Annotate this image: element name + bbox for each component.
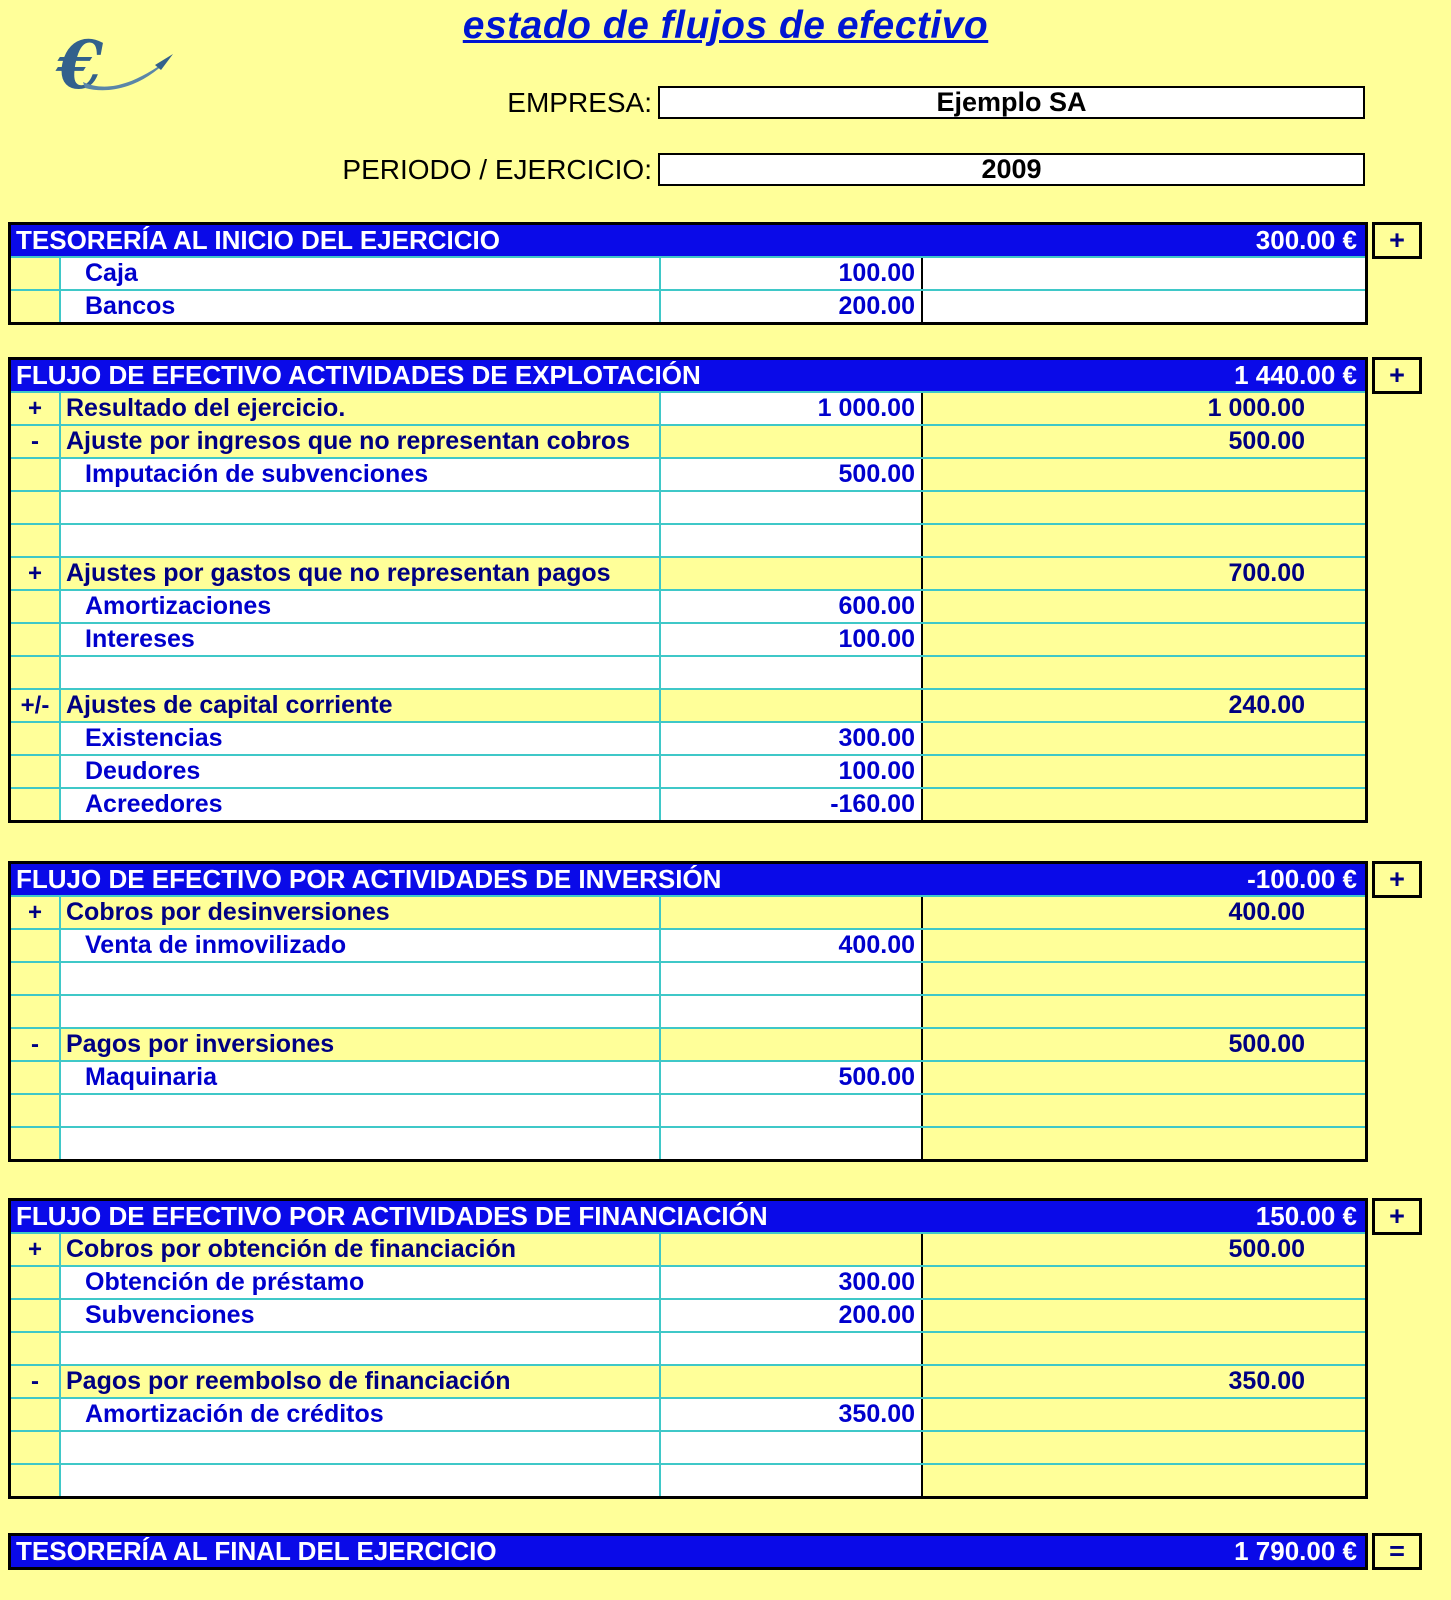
subtotal-cell bbox=[921, 723, 1365, 754]
label-cell[interactable] bbox=[59, 1432, 659, 1463]
label-cell[interactable]: Bancos bbox=[59, 291, 659, 322]
sign-cell bbox=[11, 1300, 59, 1331]
section-total: 150.00 € bbox=[1255, 1201, 1357, 1231]
worksheet-row bbox=[11, 721, 1365, 754]
worksheet-row bbox=[11, 256, 1365, 289]
subtotal-cell bbox=[921, 756, 1365, 787]
value-cell[interactable]: 600.00 bbox=[659, 591, 921, 622]
value-cell[interactable] bbox=[659, 996, 921, 1027]
sign-cell bbox=[11, 1062, 59, 1093]
value-cell[interactable] bbox=[659, 1095, 921, 1126]
sign-cell bbox=[11, 291, 59, 322]
label-cell[interactable] bbox=[59, 657, 659, 688]
label-cell: Ajustes por gastos que no representan pagos bbox=[59, 558, 659, 589]
worksheet-row bbox=[11, 289, 1365, 322]
worksheet-row bbox=[11, 523, 1365, 556]
label-cell[interactable]: Deudores bbox=[59, 756, 659, 787]
subtotal-cell bbox=[921, 1128, 1365, 1159]
worksheet-row bbox=[11, 1027, 1365, 1060]
sign-cell bbox=[11, 1095, 59, 1126]
subtotal-cell bbox=[921, 291, 1365, 322]
label-cell[interactable]: Amortización de créditos bbox=[59, 1399, 659, 1430]
section-box bbox=[8, 1198, 1368, 1499]
page-title: estado de flujos de efectivo bbox=[462, 4, 989, 47]
value-cell[interactable]: -160.00 bbox=[659, 789, 921, 820]
sign-cell bbox=[11, 591, 59, 622]
subtotal-cell bbox=[921, 1300, 1365, 1331]
subtotal-cell bbox=[921, 525, 1365, 556]
worksheet-row bbox=[11, 961, 1365, 994]
sign-cell bbox=[11, 996, 59, 1027]
label-cell[interactable] bbox=[59, 996, 659, 1027]
worksheet-row bbox=[11, 1232, 1365, 1265]
value-cell[interactable]: 200.00 bbox=[659, 291, 921, 322]
subtotal-cell bbox=[921, 657, 1365, 688]
label-cell[interactable]: Subvenciones bbox=[59, 1300, 659, 1331]
subtotal-cell bbox=[921, 591, 1365, 622]
section-box bbox=[8, 1533, 1368, 1570]
op-button-1[interactable]: + bbox=[1372, 222, 1422, 259]
worksheet-row bbox=[11, 787, 1365, 820]
worksheet-row bbox=[11, 391, 1365, 424]
subtotal-cell bbox=[921, 1095, 1365, 1126]
worksheet-row bbox=[11, 655, 1365, 688]
empresa-label: EMPRESA: bbox=[507, 86, 652, 118]
section-title: FLUJO DE EFECTIVO POR ACTIVIDADES DE FINANCIACIÓN bbox=[16, 1201, 768, 1231]
section-header-bar bbox=[11, 1201, 1365, 1232]
section-header-bar bbox=[11, 1536, 1365, 1567]
label-cell[interactable] bbox=[59, 1465, 659, 1496]
value-cell bbox=[659, 558, 921, 589]
subtotal-cell bbox=[921, 996, 1365, 1027]
sign-cell bbox=[11, 525, 59, 556]
value-cell bbox=[659, 426, 921, 457]
value-cell[interactable] bbox=[659, 1128, 921, 1159]
op-button-5[interactable]: = bbox=[1372, 1533, 1422, 1570]
worksheet-row bbox=[11, 589, 1365, 622]
worksheet-row bbox=[11, 1298, 1365, 1331]
sign-cell bbox=[11, 258, 59, 289]
label-cell[interactable]: Venta de inmovilizado bbox=[59, 930, 659, 961]
section-2 bbox=[8, 357, 1422, 823]
section-header-bar bbox=[11, 225, 1365, 256]
section-total: 1 790.00 € bbox=[1234, 1536, 1357, 1566]
subtotal-cell bbox=[921, 459, 1365, 490]
value-cell[interactable] bbox=[659, 492, 921, 523]
value-cell[interactable] bbox=[659, 1333, 921, 1364]
subtotal-cell bbox=[921, 1333, 1365, 1364]
sign-cell bbox=[11, 1128, 59, 1159]
subtotal-cell bbox=[921, 624, 1365, 655]
value-cell[interactable]: 1 000.00 bbox=[659, 393, 921, 424]
sign-cell bbox=[11, 1333, 59, 1364]
section-4 bbox=[8, 1198, 1422, 1499]
label-cell: Ajuste por ingresos que no representan cobros bbox=[59, 426, 659, 457]
subtotal-cell bbox=[921, 1465, 1365, 1496]
section-box bbox=[8, 357, 1368, 823]
label-cell: Pagos por reembolso de financiación bbox=[59, 1366, 659, 1397]
section-title: TESORERÍA AL INICIO DEL EJERCICIO bbox=[16, 225, 500, 255]
sign-cell bbox=[11, 657, 59, 688]
periodo-row bbox=[0, 153, 1451, 186]
worksheet-row bbox=[11, 928, 1365, 961]
section-total: 1 440.00 € bbox=[1234, 360, 1357, 390]
label-cell[interactable] bbox=[59, 1095, 659, 1126]
section-box bbox=[8, 861, 1368, 1162]
sign-cell: + bbox=[27, 394, 42, 422]
subtotal-cell: 1 000.00 bbox=[921, 393, 1365, 424]
subtotal-cell bbox=[921, 1062, 1365, 1093]
subtotal-cell: 700.00 bbox=[921, 558, 1365, 589]
subtotal-cell bbox=[921, 1399, 1365, 1430]
label-cell[interactable]: Amortizaciones bbox=[59, 591, 659, 622]
sign-cell bbox=[11, 459, 59, 490]
sign-cell: - bbox=[31, 1367, 39, 1395]
value-cell[interactable]: 300.00 bbox=[659, 723, 921, 754]
value-cell[interactable] bbox=[659, 525, 921, 556]
sign-cell: + bbox=[27, 1235, 42, 1263]
sign-cell: - bbox=[31, 427, 39, 455]
worksheet-row bbox=[11, 457, 1365, 490]
label-cell[interactable]: Obtención de préstamo bbox=[59, 1267, 659, 1298]
label-cell[interactable]: Acreedores bbox=[59, 789, 659, 820]
sign-cell: +/- bbox=[20, 691, 50, 719]
worksheet-row bbox=[11, 1364, 1365, 1397]
op-button-2[interactable]: + bbox=[1372, 357, 1422, 394]
value-cell bbox=[659, 897, 921, 928]
value-cell bbox=[659, 1029, 921, 1060]
label-cell[interactable] bbox=[59, 1128, 659, 1159]
worksheet-row bbox=[11, 490, 1365, 523]
label-cell[interactable]: Caja bbox=[59, 258, 659, 289]
label-cell: Pagos por inversiones bbox=[59, 1029, 659, 1060]
worksheet-row bbox=[11, 754, 1365, 787]
value-cell[interactable]: 100.00 bbox=[659, 624, 921, 655]
value-cell bbox=[659, 690, 921, 721]
label-cell[interactable] bbox=[59, 492, 659, 523]
section-1 bbox=[8, 222, 1422, 325]
section-box bbox=[8, 222, 1368, 325]
label-cell: Resultado del ejercicio. bbox=[59, 393, 659, 424]
sign-cell bbox=[11, 963, 59, 994]
value-cell bbox=[659, 1366, 921, 1397]
value-cell[interactable]: 400.00 bbox=[659, 930, 921, 961]
sign-cell bbox=[11, 1267, 59, 1298]
subtotal-cell: 500.00 bbox=[921, 1029, 1365, 1060]
section-total: 300.00 € bbox=[1255, 225, 1357, 255]
label-cell: Cobros por desinversiones bbox=[59, 897, 659, 928]
worksheet-row bbox=[11, 1093, 1365, 1126]
sign-cell bbox=[11, 789, 59, 820]
empresa-input[interactable]: Ejemplo SA bbox=[658, 86, 1365, 119]
sign-cell bbox=[11, 1432, 59, 1463]
label-cell[interactable]: Existencias bbox=[59, 723, 659, 754]
op-button-4[interactable]: + bbox=[1372, 1198, 1422, 1235]
label-cell[interactable]: Imputación de subvenciones bbox=[59, 459, 659, 490]
sign-cell: - bbox=[31, 1030, 39, 1058]
section-total: -100.00 € bbox=[1247, 864, 1357, 894]
subtotal-cell: 240.00 bbox=[921, 690, 1365, 721]
value-cell[interactable]: 500.00 bbox=[659, 459, 921, 490]
worksheet-row bbox=[11, 1397, 1365, 1430]
svg-text:€: € bbox=[57, 26, 103, 104]
label-cell: Cobros por obtención de financiación bbox=[59, 1234, 659, 1265]
sign-cell: + bbox=[27, 898, 42, 926]
section-header-bar bbox=[11, 360, 1365, 391]
sign-cell bbox=[11, 492, 59, 523]
subtotal-cell bbox=[921, 1267, 1365, 1298]
label-cell[interactable]: Intereses bbox=[59, 624, 659, 655]
worksheet-row bbox=[11, 1463, 1365, 1496]
subtotal-cell bbox=[921, 492, 1365, 523]
sign-cell: + bbox=[27, 559, 42, 587]
worksheet-row bbox=[11, 1265, 1365, 1298]
section-3 bbox=[8, 861, 1422, 1162]
label-cell[interactable] bbox=[59, 1333, 659, 1364]
subtotal-cell: 400.00 bbox=[921, 897, 1365, 928]
subtotal-cell bbox=[921, 1432, 1365, 1463]
sign-cell bbox=[11, 756, 59, 787]
subtotal-cell: 500.00 bbox=[921, 1234, 1365, 1265]
section-title: FLUJO DE EFECTIVO ACTIVIDADES DE EXPLOTACIÓN bbox=[16, 360, 701, 390]
value-cell[interactable]: 300.00 bbox=[659, 1267, 921, 1298]
label-cell: Ajustes de capital corriente bbox=[59, 690, 659, 721]
worksheet-row bbox=[11, 1060, 1365, 1093]
value-cell[interactable]: 200.00 bbox=[659, 1300, 921, 1331]
sign-cell bbox=[11, 624, 59, 655]
value-cell bbox=[659, 1234, 921, 1265]
section-title: TESORERÍA AL FINAL DEL EJERCICIO bbox=[16, 1536, 497, 1566]
worksheet-row bbox=[11, 556, 1365, 589]
subtotal-cell bbox=[921, 258, 1365, 289]
worksheet-row bbox=[11, 994, 1365, 1027]
label-cell[interactable] bbox=[59, 963, 659, 994]
subtotal-cell: 500.00 bbox=[921, 426, 1365, 457]
worksheet-row bbox=[11, 424, 1365, 457]
worksheet-row bbox=[11, 1430, 1365, 1463]
subtotal-cell bbox=[921, 963, 1365, 994]
value-cell[interactable] bbox=[659, 657, 921, 688]
label-cell[interactable]: Maquinaria bbox=[59, 1062, 659, 1093]
subtotal-cell: 350.00 bbox=[921, 1366, 1365, 1397]
sections-container bbox=[0, 222, 1451, 1570]
value-cell[interactable] bbox=[659, 963, 921, 994]
section-title: FLUJO DE EFECTIVO POR ACTIVIDADES DE INVERSIÓN bbox=[16, 864, 722, 894]
worksheet-header bbox=[0, 0, 1451, 222]
subtotal-cell bbox=[921, 930, 1365, 961]
empresa-row bbox=[0, 86, 1451, 119]
periodo-label: PERIODO / EJERCICIO: bbox=[342, 153, 652, 185]
value-cell[interactable] bbox=[659, 1432, 921, 1463]
label-cell[interactable] bbox=[59, 525, 659, 556]
sign-cell bbox=[11, 723, 59, 754]
worksheet-row bbox=[11, 895, 1365, 928]
worksheet-row bbox=[11, 688, 1365, 721]
value-cell[interactable]: 100.00 bbox=[659, 756, 921, 787]
sign-cell bbox=[11, 930, 59, 961]
value-cell[interactable]: 500.00 bbox=[659, 1062, 921, 1093]
value-cell[interactable]: 350.00 bbox=[659, 1399, 921, 1430]
subtotal-cell bbox=[921, 789, 1365, 820]
value-cell[interactable] bbox=[659, 1465, 921, 1496]
worksheet-row bbox=[11, 622, 1365, 655]
section-header-bar bbox=[11, 864, 1365, 895]
op-button-3[interactable]: + bbox=[1372, 861, 1422, 898]
worksheet-row bbox=[11, 1331, 1365, 1364]
worksheet-row bbox=[11, 1126, 1365, 1159]
sign-cell bbox=[11, 1465, 59, 1496]
value-cell[interactable]: 100.00 bbox=[659, 258, 921, 289]
sign-cell bbox=[11, 1399, 59, 1430]
periodo-input[interactable]: 2009 bbox=[658, 153, 1365, 186]
section-5 bbox=[8, 1533, 1422, 1570]
